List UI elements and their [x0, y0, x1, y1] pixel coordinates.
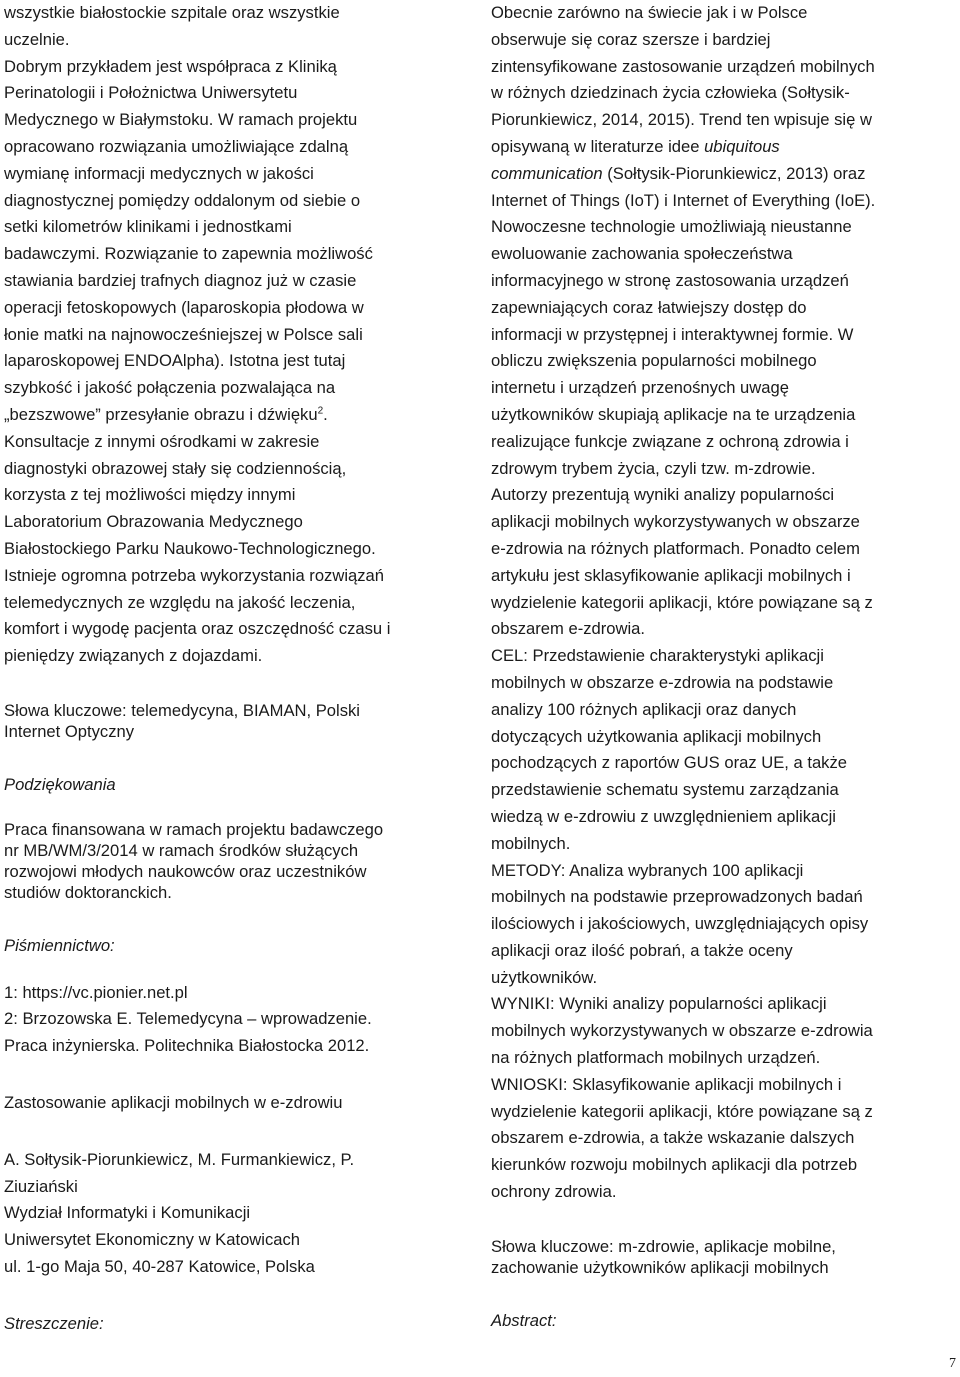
- abstract-line: kierunków rozwoju mobilnych aplikacji dla potrzeb: [491, 1155, 858, 1175]
- article-authors: [4, 1147, 472, 1201]
- body-line: wszystkie białostockie szpitale oraz wszystkie: [4, 3, 340, 22]
- abstract-line: aplikacji oraz ilość pobrań, a także oceny: [491, 940, 793, 960]
- affiliation-line: Wydział Informatyki i Komunikacji: [4, 1203, 251, 1223]
- abstract-line: analizy 100 różnych aplikacji oraz danych: [491, 699, 797, 719]
- abstract-line: realizujące funkcje związane z ochroną zdrowia i: [491, 431, 849, 451]
- abstract-line: mobilnych na podstawie przeprowadzonych badań: [491, 887, 863, 907]
- abstract-line: Nowoczesne technologie umożliwiają nieustanne: [491, 217, 852, 237]
- right-column: [491, 0, 959, 1335]
- article-affiliation: [4, 1200, 472, 1280]
- body-line: pieniędzy związanych z dojazdami.: [4, 646, 263, 666]
- abstract-line: ilościowych i jakościowych, uwzględniających opisy: [491, 914, 869, 934]
- abstract-line: [491, 134, 959, 161]
- affiliation-line: ul. 1-go Maja 50, 40-287 Katowice, Polska: [4, 1256, 315, 1276]
- abstract-line: mobilnych w obszarze e-zdrowia na podstawie: [491, 672, 834, 692]
- acknowledgements-line: rozwojowi młodych naukowców oraz uczestników: [4, 861, 367, 881]
- abstract-term-italic: communication: [491, 163, 603, 183]
- abstract-line: obliczu zwiększenia popularności mobilnego: [491, 351, 817, 371]
- acknowledgements-line: nr MB/WM/3/2014 w ramach środków służących: [4, 840, 359, 860]
- abstract-line: Autorzy prezentują wyniki analizy popularności: [491, 485, 835, 505]
- page-number: 7: [949, 1356, 956, 1371]
- body-line: setki kilometrów klinikami i jednostkami: [4, 217, 292, 237]
- body-line: laparoskopowej ENDOAlpha). Istotna jest tutaj: [4, 351, 346, 371]
- body-line: Konsultacje z innymi ośrodkami w zakresie: [4, 431, 320, 451]
- abstract-line: mobilnych.: [491, 833, 571, 853]
- abstract-line: wydzielenie kategorii aplikacji, które powiązane są z: [491, 1101, 873, 1121]
- acknowledgements-line: Praca finansowana w ramach projektu badawczego: [4, 819, 384, 839]
- body-line: uczelnie.: [4, 29, 70, 49]
- body-line: diagnostyki obrazowej stały się codziennością,: [4, 458, 347, 478]
- reference-item: 2: Brzozowska E. Telemedycyna – wprowadzenie.: [4, 1009, 372, 1029]
- abstract-line: wiedzą w e-zdrowiu z uwzględnieniem aplikacji: [491, 806, 836, 826]
- article-title: Zastosowanie aplikacji mobilnych w e-zdrowiu: [4, 1092, 343, 1112]
- references-list: [4, 980, 472, 1060]
- body-line-with-footnote: [4, 402, 472, 429]
- abstract-line: informacji w przystępnej i interaktywnej formie. W: [491, 324, 854, 344]
- abstract-line: aplikacji mobilnych wykorzystywanych w obszarze: [491, 512, 860, 532]
- abstract-heading-en: Abstract:: [491, 1310, 557, 1330]
- abstract-line: Internet of Things (IoT) i Internet of Everything (IoE).: [491, 190, 876, 210]
- body-line: komfort i wygodę pacjenta oraz oszczędność czasu i: [4, 619, 391, 639]
- abstract-line: na różnych platformach mobilnych urządzeń.: [491, 1048, 821, 1068]
- abstract-line: obszarem e-zdrowia, a także wskazanie dalszych: [491, 1128, 855, 1148]
- references-heading: Piśmiennictwo:: [4, 935, 115, 955]
- abstract-pl-body: [491, 0, 959, 1206]
- reference-item: 1: https://vc.pionier.net.pl: [4, 982, 188, 1002]
- abstract-line: użytkowników skupiają aplikacje na te urządzenia: [491, 404, 856, 424]
- body-line: Medycznego w Białymstoku. W ramach projektu: [4, 110, 358, 130]
- body-line: Istnieje ogromna potrzeba wykorzystania rozwiązań: [4, 565, 384, 585]
- abstract-line: informacyjnego w stronę zastosowania urządzeń: [491, 270, 849, 290]
- abstract-heading-pl: Streszczenie:: [4, 1313, 104, 1333]
- acknowledgements-heading: Podziękowania: [4, 774, 116, 794]
- abstract-line: ochrony zdrowia.: [491, 1182, 617, 1202]
- abstract-text: (Sołtysik-Piorunkiewicz, 2013) oraz: [602, 163, 866, 183]
- body-line: badawczymi. Rozwiązanie to zapewnia możliwość: [4, 244, 373, 264]
- body-line: opracowano rozwiązania umożliwiające zdalną: [4, 136, 349, 156]
- abstract-line: wydzielenie kategorii aplikacji, które powiązane są z: [491, 592, 873, 612]
- abstract-line: WNIOSKI: Sklasyfikowanie aplikacji mobilnych i: [491, 1074, 842, 1094]
- abstract-term-italic: ubiquitous: [704, 136, 780, 156]
- footnote-line-text: „bezszwowe” przesyłanie obrazu i dźwięku: [4, 404, 318, 424]
- authors-line: A. Sołtysik-Piorunkiewicz, M. Furmankiewicz, P.: [4, 1149, 355, 1169]
- abstract-line: obszarem e-zdrowia.: [491, 619, 646, 639]
- keywords-right: [491, 1236, 959, 1278]
- keywords-left: [4, 700, 472, 742]
- keywords-line: Słowa kluczowe: m-zdrowie, aplikacje mobilne,: [491, 1236, 836, 1256]
- abstract-line: internetu i urządzeń przenośnych uwagę: [491, 378, 789, 398]
- abstract-line: Piorunkiewicz, 2014, 2015). Trend ten wpisuje się w: [491, 110, 872, 130]
- abstract-line: zapewniających coraz łatwiejszy dostęp do: [491, 297, 807, 317]
- body-line: Dobrym przykładem jest współpraca z Kliniką: [4, 56, 337, 76]
- body-line: telemedycznych ze względu na jakość leczenia,: [4, 592, 356, 612]
- keywords-line: zachowanie użytkowników aplikacji mobilnych: [491, 1257, 829, 1277]
- abstract-line: zintensyfikowane zastosowanie urządzeń mobilnych: [491, 56, 875, 76]
- abstract-line: zdrowym trybem życia, czyli tzw. m-zdrowie.: [491, 458, 816, 478]
- body-line: korzysta z tej możliwości między innymi: [4, 485, 296, 505]
- body-line: szybkość i jakość połączenia pozwalająca na: [4, 378, 336, 398]
- abstract-line: mobilnych wykorzystywanych w obszarze e-zdrowia: [491, 1021, 873, 1041]
- left-column: [4, 0, 472, 1337]
- acknowledgements-line: studiów doktoranckich.: [4, 882, 172, 902]
- body-line: Perinatologii i Położnictwa Uniwersytetu: [4, 83, 298, 103]
- abstract-line: ewoluowanie zachowania społeczeństwa: [491, 244, 793, 264]
- abstract-text: opisywaną w literaturze idee: [491, 136, 705, 156]
- body-line: łonie matki na najnowocześniejszej w Polsce sali: [4, 324, 363, 344]
- abstract-line: w różnych dziedzinach życia człowieka (Sołtysik-: [491, 83, 850, 103]
- abstract-line: artykułu jest sklasyfikowanie aplikacji mobilnych i: [491, 565, 851, 585]
- abstract-line: METODY: Analiza wybranych 100 aplikacji: [491, 860, 804, 880]
- abstract-line: użytkowników.: [491, 967, 598, 987]
- abstract-line: dotyczących użytkowania aplikacji mobilnych: [491, 726, 822, 746]
- authors-line: Ziuziański: [4, 1176, 78, 1196]
- body-line: Białostockiego Parku Naukowo-Technologicznego.: [4, 538, 376, 558]
- abstract-line: pochodzących z raportów GUS oraz UE, a także: [491, 753, 848, 773]
- abstract-line: WYNIKI: Wyniki analizy popularności aplikacji: [491, 994, 827, 1014]
- reference-item: Praca inżynierska. Politechnika Białostocka 2012.: [4, 1036, 370, 1056]
- abstract-line: [491, 161, 959, 188]
- keywords-line: Słowa kluczowe: telemedycyna, BIAMAN, Polski: [4, 700, 360, 720]
- acknowledgements-text: [4, 819, 472, 903]
- body-line: operacji fetoskopowych (laparoskopia płodowa w: [4, 297, 364, 317]
- body-paragraph-telemedicine: [4, 0, 472, 670]
- body-line: Laboratorium Obrazowania Medycznego: [4, 512, 303, 532]
- footnote-mark: 2: [317, 405, 324, 417]
- keywords-line: Internet Optyczny: [4, 721, 135, 741]
- abstract-line: obserwuje się coraz szersze i bardziej: [491, 29, 771, 49]
- body-line: stawiania bardziej trafnych diagnoz już w czasie: [4, 270, 357, 290]
- footnote-line-end: .: [323, 404, 328, 424]
- abstract-line: Obecnie zarówno na świecie jak i w Polsce: [491, 3, 808, 22]
- affiliation-line: Uniwersytet Ekonomiczny w Katowicach: [4, 1230, 301, 1250]
- abstract-line: przedstawienie schematu systemu zarządzania: [491, 780, 839, 800]
- abstract-line: e-zdrowia na różnych platformach. Ponadto celem: [491, 538, 860, 558]
- body-line: diagnostycznej pomiędzy oddalonym od siebie o: [4, 190, 361, 210]
- abstract-line: CEL: Przedstawienie charakterystyki aplikacji: [491, 646, 824, 666]
- body-line: wymianę informacji medycznych w jakości: [4, 163, 314, 183]
